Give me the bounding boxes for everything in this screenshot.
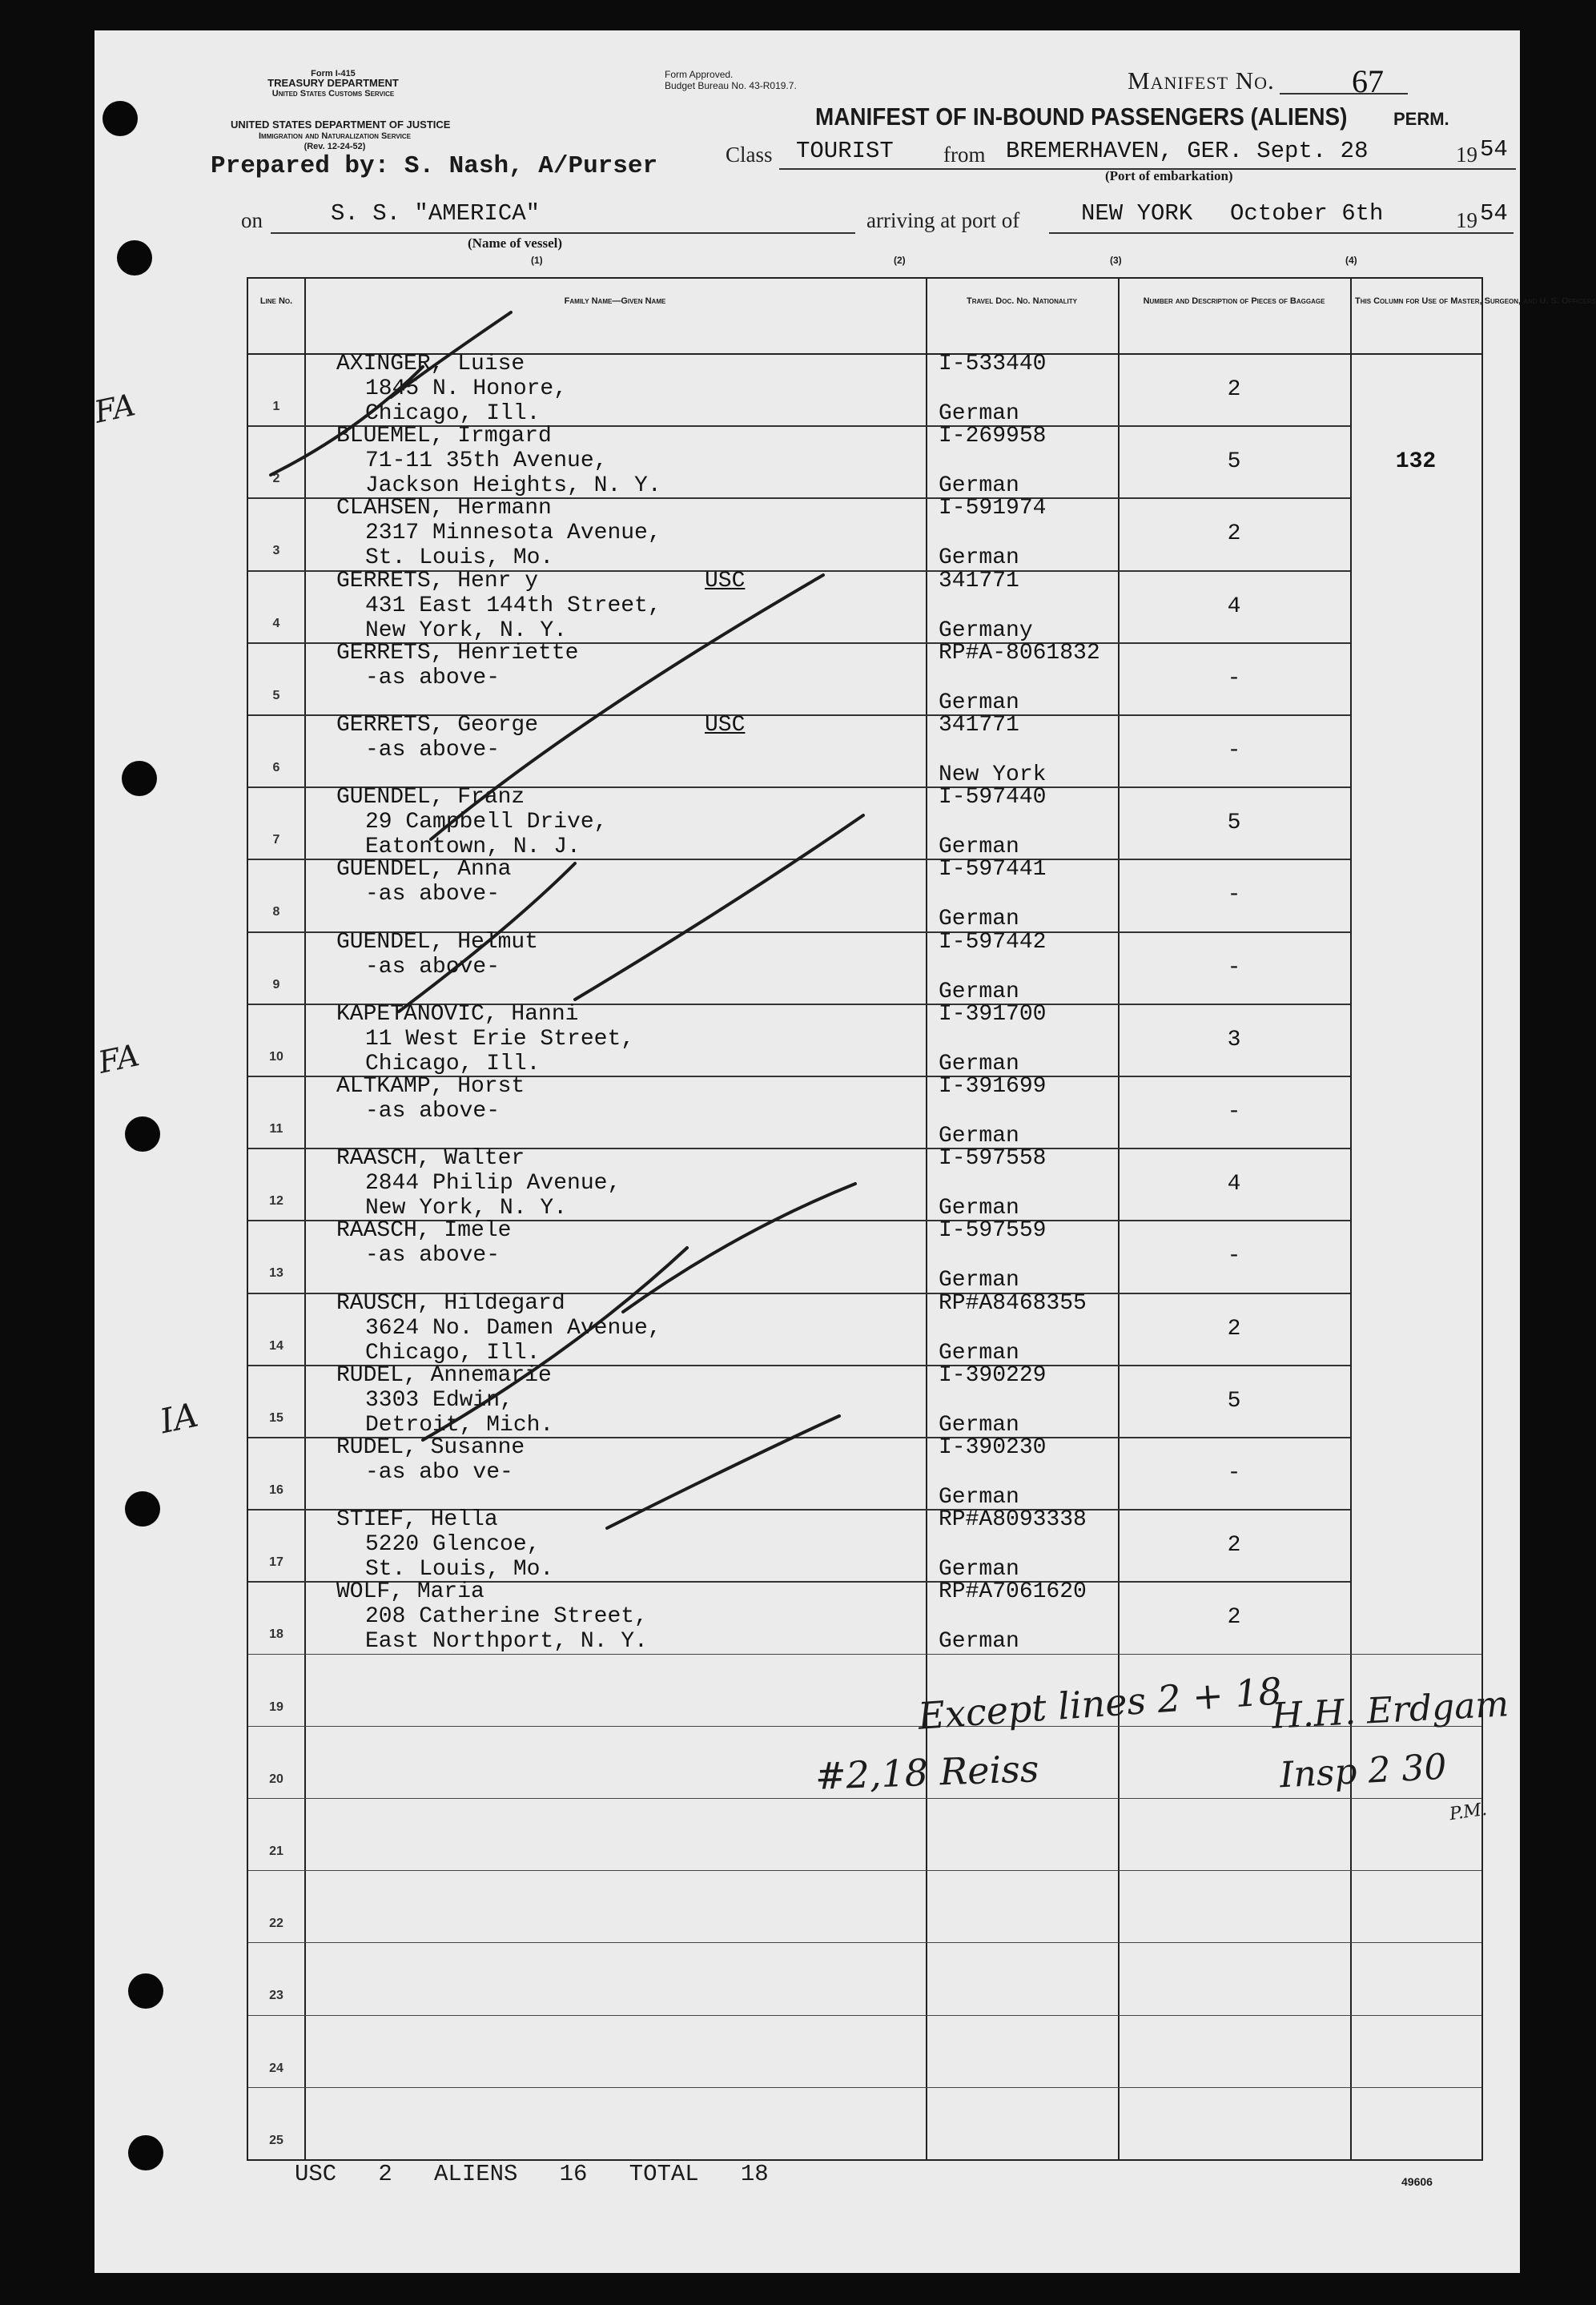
travel-doc-number: I-391699: [939, 1074, 1047, 1099]
passenger-address-city: New York, N. Y.: [365, 617, 568, 643]
margin-mark-1: FA: [90, 387, 139, 430]
baggage-count: 2: [1227, 377, 1241, 402]
passenger-address: -as above-: [365, 1243, 501, 1269]
passenger-address: 2844 Philip Avenue,: [365, 1171, 621, 1197]
passenger-address-city: Chicago, Ill.: [365, 1340, 541, 1366]
passenger-name: RAUSCH, Hildegard: [336, 1290, 565, 1316]
line-number: 21: [269, 1844, 283, 1858]
margin-mark-3: IA: [156, 1394, 202, 1442]
officer-notation: 132: [1395, 449, 1437, 475]
nationality: New York: [939, 762, 1047, 787]
class-label: Class: [726, 143, 773, 167]
travel-doc-number: I-390229: [939, 1362, 1047, 1388]
line-number: 6: [272, 761, 280, 774]
form-approved: Form Approved.: [665, 69, 734, 80]
nationality: German: [939, 1412, 1019, 1438]
nationality: German: [939, 1051, 1019, 1076]
travel-doc-number: 341771: [939, 568, 1019, 593]
travel-doc-number: I-597440: [939, 785, 1047, 811]
baggage-count: 5: [1227, 811, 1241, 836]
manifest-title: MANIFEST OF IN-BOUND PASSENGERS (ALIENS): [815, 103, 1348, 131]
baggage-count: -: [1227, 1244, 1241, 1269]
nationality: German: [939, 1268, 1019, 1293]
nationality: German: [939, 1340, 1019, 1366]
passenger-address-city: East Northport, N. Y.: [365, 1629, 648, 1655]
passenger-name: GUENDEL, Franz: [336, 785, 525, 811]
nationality: German: [939, 1124, 1019, 1148]
passenger-name: STIEF, Hella: [336, 1507, 498, 1533]
line-number: 10: [269, 1049, 283, 1064]
punch-hole: [117, 240, 152, 276]
travel-doc-number: I-391700: [939, 1001, 1047, 1027]
punch-hole: [103, 101, 138, 136]
passenger-address: -as above-: [365, 1099, 501, 1124]
passenger-address: 1845 N. Honore,: [365, 376, 568, 401]
travel-doc-number: I-597558: [939, 1146, 1047, 1172]
nationality: German: [939, 1485, 1019, 1510]
line-number: 22: [269, 1917, 283, 1931]
passenger-address-city: Chicago, Ill.: [365, 1051, 541, 1076]
passenger-address-city: St. Louis, Mo.: [365, 545, 554, 571]
handwritten-inspection: Insp 2 30: [1278, 1746, 1448, 1796]
arrival-port: NEW YORK: [1081, 200, 1193, 227]
passenger-address: -as above-: [365, 738, 501, 762]
handwritten-note-reiss: #2,18 Reiss: [814, 1747, 1040, 1798]
passenger-address: -as above-: [365, 665, 501, 690]
manifest-no: 67: [1352, 63, 1384, 99]
baggage-count: 5: [1227, 1388, 1241, 1414]
margin-mark-2: FA: [94, 1037, 143, 1080]
footer-code: 49606: [1401, 2175, 1433, 2188]
passenger-name: RUDEL, Annemarie: [336, 1362, 552, 1388]
baggage-count: 3: [1227, 1027, 1241, 1052]
vessel-name: S. S. "AMERICA": [331, 200, 541, 227]
footer-totals: USC 2 ALIENS 16 TOTAL 18: [295, 2161, 769, 2187]
passenger-address: 5220 Glencoe,: [365, 1532, 541, 1558]
line-number: 9: [272, 977, 280, 992]
col1-number: (1): [531, 255, 543, 266]
line-number: 3: [272, 544, 280, 558]
baggage-count: 4: [1227, 593, 1241, 619]
travel-doc-number: I-390230: [939, 1435, 1047, 1460]
baggage-count: 5: [1227, 449, 1241, 475]
nationality: Germany: [939, 617, 1033, 643]
travel-doc-number: I-597559: [939, 1218, 1047, 1244]
nationality: German: [939, 401, 1019, 426]
passenger-name: GUENDEL, Anna: [336, 857, 512, 883]
nationality: German: [939, 545, 1019, 571]
travel-doc-number: RP#A-8061832: [939, 640, 1100, 666]
checkmark-strokes: [94, 30, 1596, 2273]
passenger-name: BLUEMEL, Irmgard: [336, 424, 552, 449]
manifest-page: [90, 30, 1596, 2273]
arrival-year-prefix: 19: [1456, 208, 1477, 232]
line-number: 17: [269, 1555, 283, 1570]
class-value: TOURIST: [796, 138, 894, 164]
travel-doc-number: 341771: [939, 713, 1019, 738]
baggage-count: 2: [1227, 1316, 1241, 1342]
nationality: German: [939, 979, 1019, 1004]
from-label: from: [943, 143, 986, 167]
nationality: German: [939, 835, 1019, 860]
passenger-address: -as above-: [365, 954, 501, 980]
nationality: German: [939, 473, 1019, 499]
line-number: 11: [269, 1122, 283, 1136]
passenger-name: RUDEL, Susanne: [336, 1435, 525, 1460]
arrival-year: 54: [1480, 200, 1508, 227]
line-number: 1: [272, 400, 280, 413]
baggage-count: -: [1227, 1100, 1241, 1124]
line-number: 20: [269, 1772, 283, 1786]
passenger-name: RAASCH, Walter: [336, 1146, 525, 1172]
passenger-name: GUENDEL, Helmut: [336, 929, 539, 955]
nationality: German: [939, 1629, 1019, 1655]
line-number: 25: [269, 2133, 283, 2147]
passenger-address-city: St. Louis, Mo.: [365, 1557, 554, 1583]
usc-marker: USC: [705, 568, 746, 593]
usc-marker: USC: [705, 713, 746, 738]
col-head-travel-doc: Travel Doc. No. Nationality: [967, 296, 1077, 306]
col3-number: (3): [1110, 255, 1122, 266]
line-number: 23: [269, 1989, 283, 2003]
justice-dept: UNITED STATES DEPARTMENT OF JUSTICE: [231, 119, 451, 131]
line-number: 19: [269, 1700, 283, 1714]
passenger-name: ALTKAMP, Horst: [336, 1074, 525, 1099]
line-number: 18: [269, 1627, 283, 1642]
handwritten-pm: P.M.: [1448, 1799, 1489, 1825]
col2-number: (2): [894, 255, 906, 266]
baggage-count: 2: [1227, 521, 1241, 547]
perm-label: PERM.: [1393, 109, 1449, 129]
vessel-caption: (Name of vessel): [468, 235, 563, 251]
baggage-count: -: [1227, 1461, 1241, 1486]
col-head-line-no: Line No.: [259, 296, 293, 306]
nationality: German: [939, 1196, 1019, 1221]
nationality: German: [939, 690, 1019, 715]
col-head-baggage: Number and Description of Pieces of Baggage: [1143, 296, 1325, 306]
punch-hole: [122, 761, 157, 796]
line-number: 24: [269, 2061, 283, 2075]
from-year-prefix: 19: [1456, 143, 1477, 167]
passenger-address-city: Detroit, Mich.: [365, 1412, 554, 1438]
handwritten-note-except: Except lines 2 + 18: [916, 1669, 1284, 1738]
passenger-address: 3624 No. Damen Avenue,: [365, 1315, 661, 1341]
passenger-address-city: New York, N. Y.: [365, 1196, 568, 1221]
passenger-address: 71-11 35th Avenue,: [365, 449, 608, 474]
passenger-address-city: Jackson Heights, N. Y.: [365, 473, 661, 499]
travel-doc-number: I-269958: [939, 424, 1047, 449]
handwritten-signature: H.H. Erdgam: [1270, 1683, 1510, 1737]
form-number: Form I-415: [311, 69, 356, 78]
line-number: 8: [272, 905, 280, 919]
travel-doc-number: RP#A8093338: [939, 1507, 1087, 1533]
travel-doc-number: RP#A7061620: [939, 1579, 1087, 1605]
baggage-count: -: [1227, 738, 1241, 763]
passenger-name: WOLF, Maria: [336, 1579, 484, 1605]
passenger-name: KAPETANOVIC, Hanni: [336, 1001, 579, 1027]
passenger-address: 431 East 144th Street,: [365, 593, 661, 618]
nationality: German: [939, 1557, 1019, 1583]
line-number: 13: [269, 1266, 283, 1281]
passenger-name: CLAHSEN, Hermann: [336, 496, 552, 521]
passenger-name: RAASCH, Imele: [336, 1218, 512, 1244]
prepared-by: Prepared by: S. Nash, A/Purser: [211, 152, 658, 180]
arrival-date: October 6th: [1230, 200, 1384, 227]
passenger-address: -as above-: [365, 882, 501, 907]
baggage-count: 2: [1227, 1533, 1241, 1559]
col-head-family-name: Family Name—Given Name: [564, 296, 666, 306]
passenger-address: 208 Catherine Street,: [365, 1604, 648, 1630]
punch-hole: [125, 1491, 160, 1527]
col4-number: (4): [1345, 255, 1357, 266]
baggage-count: -: [1227, 666, 1241, 691]
customs-service: United States Customs Service: [271, 89, 395, 99]
baggage-count: 2: [1227, 1605, 1241, 1631]
line-number: 7: [272, 833, 280, 847]
travel-doc-number: I-597441: [939, 857, 1047, 883]
line-number: 14: [269, 1338, 283, 1353]
travel-doc-number: I-597442: [939, 929, 1047, 955]
baggage-count: 4: [1227, 1172, 1241, 1197]
manifest-no-label: Manifest No.: [1128, 66, 1275, 95]
passenger-address-city: Eatontown, N. J.: [365, 835, 581, 860]
passenger-name: AXINGER, Luise: [336, 352, 525, 376]
passenger-name: GERRETS, Henr y: [336, 568, 539, 593]
travel-doc-number: RP#A8468355: [939, 1290, 1087, 1316]
travel-doc-number: I-591974: [939, 496, 1047, 521]
budget-bureau: Budget Bureau No. 43-R019.7.: [665, 80, 797, 91]
port-embark-caption: (Port of embarkation): [1105, 168, 1233, 183]
line-number: 4: [272, 616, 280, 630]
revision: (Rev. 12-24-52): [304, 142, 366, 151]
punch-hole: [125, 1116, 160, 1152]
from-year: 54: [1480, 136, 1508, 163]
passenger-address: 2317 Minnesota Avenue,: [365, 521, 661, 546]
arriving-label: arriving at port of: [866, 208, 1020, 232]
passenger-name: GERRETS, Henriette: [336, 640, 579, 666]
baggage-count: -: [1227, 883, 1241, 908]
ins-service: Immigration and Naturalization Service: [258, 131, 411, 141]
passenger-address: 11 West Erie Street,: [365, 1026, 635, 1052]
passenger-address: 29 Campbell Drive,: [365, 810, 608, 835]
from-value: BREMERHAVEN, GER. Sept. 28: [1006, 138, 1369, 164]
passenger-address: 3303 Edwin,: [365, 1387, 513, 1413]
line-number: 2: [272, 472, 280, 486]
baggage-count: -: [1227, 955, 1241, 980]
treasury-dept: TREASURY DEPARTMENT: [267, 77, 399, 89]
col-head-officers: This Column for Use of Master, Surgeon, and U. S. Officers: [1355, 296, 1596, 306]
line-number: 15: [269, 1410, 283, 1425]
passenger-address-city: Chicago, Ill.: [365, 401, 541, 426]
line-number: 12: [269, 1194, 283, 1209]
passenger-name: GERRETS, George: [336, 713, 539, 738]
nationality: German: [939, 907, 1019, 932]
on-label: on: [241, 208, 263, 232]
travel-doc-number: I-533440: [939, 352, 1047, 376]
line-number: 16: [269, 1483, 283, 1497]
punch-hole: [128, 2135, 163, 2170]
passenger-address: -as abo ve-: [365, 1460, 513, 1485]
line-number: 5: [272, 688, 280, 702]
punch-hole: [128, 1973, 163, 2009]
